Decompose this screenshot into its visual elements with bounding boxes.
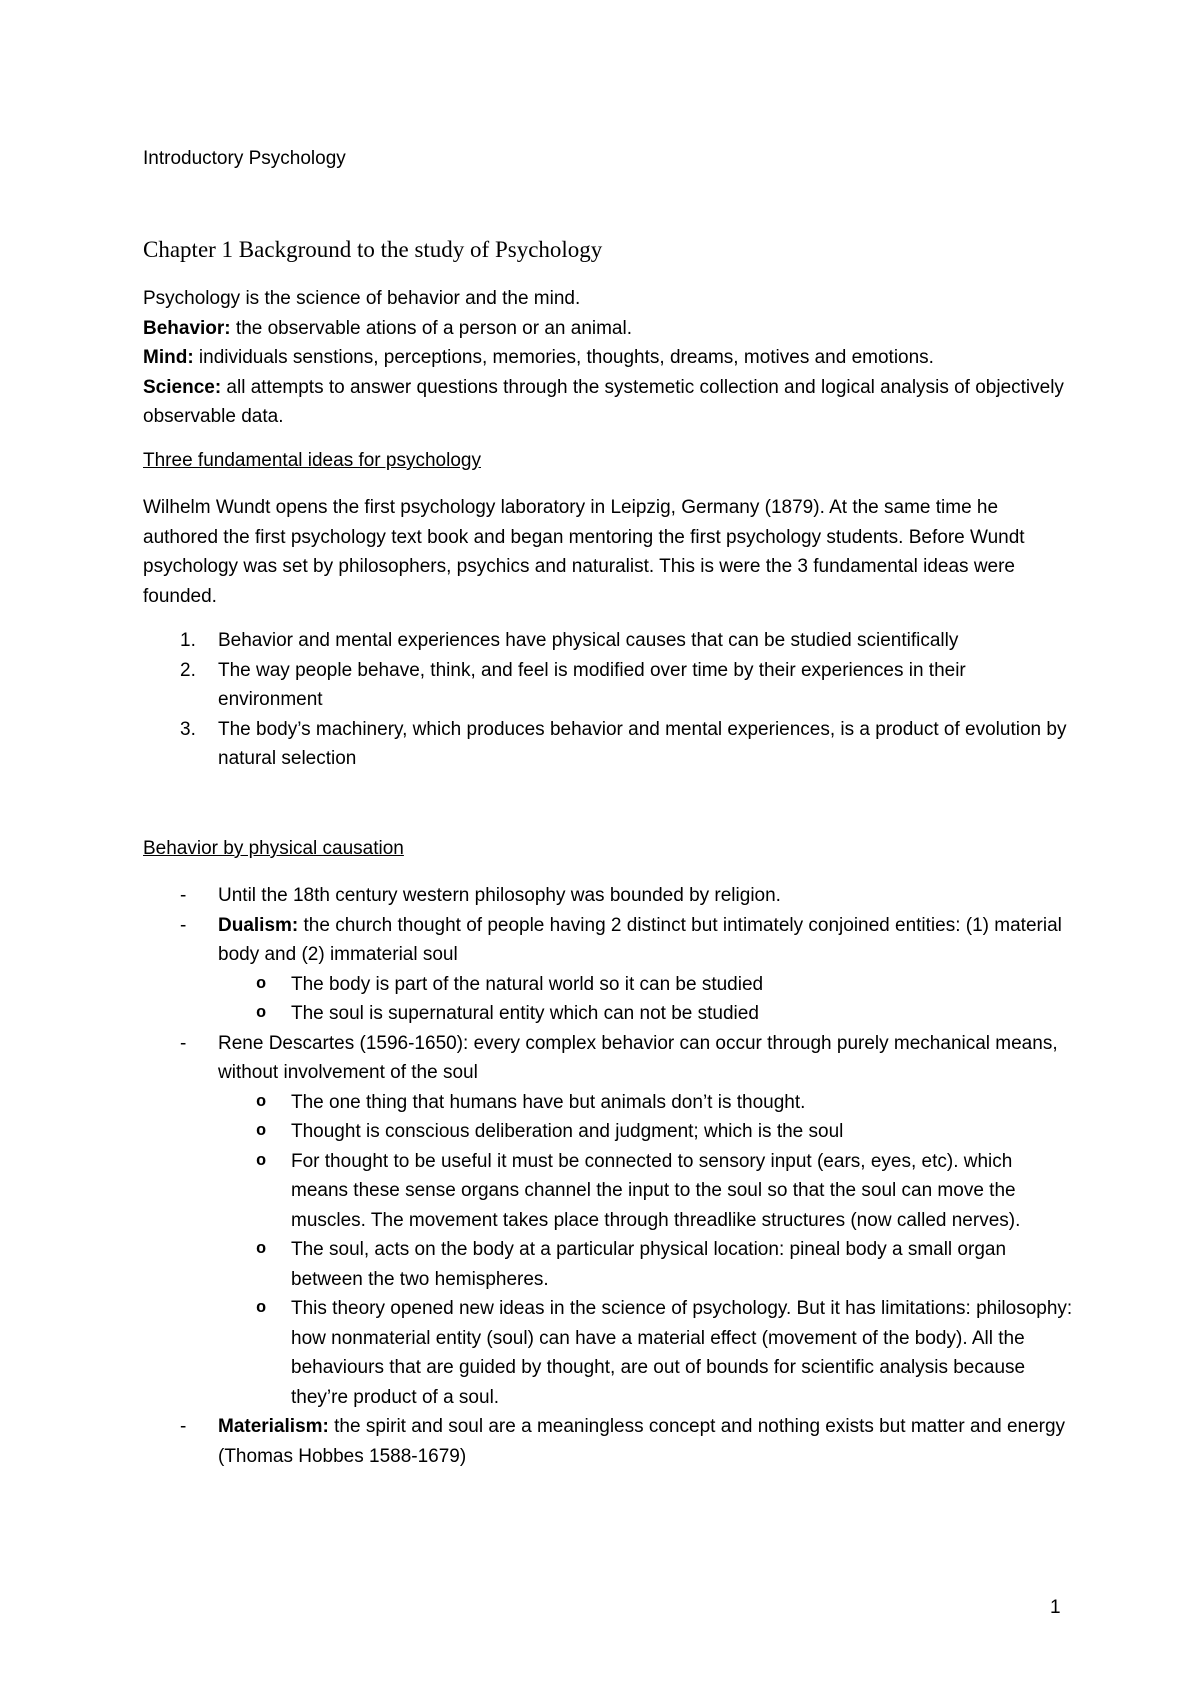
list-number: 1.: [180, 630, 196, 651]
list-item: [143, 911, 1073, 1029]
sub-list-item-text: This theory opened new ideas in the science of psychology. But it has limitations: philosophy: how nonmaterial entity (soul) can have a material effect (movement of the body). All the behaviours that are guided by thought, are out of bounds for scientific analysis because they’re product of a soul.: [291, 1298, 1073, 1408]
page-number: 1: [1050, 1597, 1061, 1618]
list-item-text: Until the 18th century western philosophy was bounded by religion.: [218, 885, 781, 906]
fundamental-ideas-list: [143, 626, 1073, 774]
science-text: all attempts to answer questions through the systemetic collection and logical analysis of objectively observable data.: [143, 376, 1064, 427]
sub-list-item-text: The one thing that humans have but animals don’t is thought.: [291, 1091, 806, 1113]
mind-definition: [143, 343, 1073, 373]
materialism-term: Materialism:: [218, 1416, 329, 1437]
behavior-definition: [143, 314, 1073, 344]
wundt-paragraph: Wilhelm Wundt opens the first psychology laboratory in Leipzig, Germany (1879). At the same time he authored the first psychology text book and began mentoring the first psychology students. Before Wundt psychology was set by philosophers, psychics and naturalist. This is were the 3 fundamental ideas were founded.: [143, 497, 1025, 607]
bullet-marker: o: [256, 1299, 267, 1318]
sub-list-item-text: The soul, acts on the body at a particular physical location: pineal body a small organ between the two hemispheres.: [291, 1239, 1007, 1290]
sub-list-item: [218, 1294, 1073, 1412]
bullet-marker: o: [256, 974, 267, 994]
physical-causation-list: [143, 881, 1073, 1471]
mind-text: individuals senstions, perceptions, memories, thoughts, dreams, motives and emotions.: [193, 347, 934, 368]
list-number: 2.: [180, 659, 196, 681]
bullet-marker: o: [256, 1004, 267, 1023]
sub-list-item-text: The soul is supernatural entity which can not be studied: [291, 1003, 759, 1024]
definitions: [143, 284, 1073, 432]
sub-list-item: [218, 970, 1073, 1000]
intro-sentence: Psychology is the science of behavior and the mind.: [143, 288, 581, 309]
sub-list-item: [218, 1147, 1073, 1236]
dualism-text: the church thought of people having 2 distinct but intimately conjoined entities: (1) material body and (2) immaterial soul: [218, 914, 1062, 965]
list-item: [143, 626, 1073, 656]
bullet-marker: o: [256, 1092, 267, 1112]
behavior-text: the observable ations of a person or an animal.: [230, 317, 632, 339]
behavior-term: Behavior:: [143, 317, 231, 339]
descartes-sublist: [218, 1088, 1073, 1413]
bullet-marker: o: [256, 1122, 267, 1141]
sub-list-item: [218, 999, 1073, 1029]
course-title: Introductory Psychology: [143, 148, 346, 169]
dualism-sublist: [218, 970, 1073, 1029]
sub-list-item-text: Thought is conscious deliberation and judgment; which is the soul: [291, 1121, 844, 1142]
bullet-marker: o: [256, 1151, 267, 1171]
list-item: [143, 881, 1073, 911]
sub-list-item: [218, 1235, 1073, 1294]
dash-marker: -: [180, 1416, 187, 1437]
list-item: [143, 1029, 1073, 1413]
list-item-text: The body’s machinery, which produces behavior and mental experiences, is a product of evolution by natural selection: [218, 718, 1067, 769]
dash-marker: -: [180, 885, 187, 906]
list-item: [143, 1412, 1073, 1471]
chapter-heading: Chapter 1 Background to the study of Psychology: [143, 237, 603, 262]
section-heading-physical-causation: Behavior by physical causation: [143, 838, 404, 859]
list-item: [143, 656, 1073, 715]
dash-marker: -: [180, 1032, 187, 1054]
section-heading-fundamental-ideas: Three fundamental ideas for psychology: [143, 450, 481, 471]
list-item-text: Behavior and mental experiences have physical causes that can be studied scientifically: [218, 630, 959, 651]
mind-term: Mind:: [143, 347, 194, 368]
list-item-text: Rene Descartes (1596-1650): every complex behavior can occur through purely mechanical means, without involvement of the soul: [218, 1032, 1058, 1083]
list-item-text: The way people behave, think, and feel is modified over time by their experiences in their environment: [218, 659, 966, 710]
science-definition: [143, 373, 1073, 432]
list-item: [143, 715, 1073, 774]
dash-marker: -: [180, 914, 187, 936]
sub-list-item: [218, 1088, 1073, 1118]
science-term: Science:: [143, 376, 222, 398]
sub-list-item-text: The body is part of the natural world so it can be studied: [291, 973, 764, 995]
list-number: 3.: [180, 718, 196, 740]
bullet-marker: o: [256, 1240, 267, 1259]
sub-list-item: [218, 1117, 1073, 1147]
sub-list-item-text: For thought to be useful it must be connected to sensory input (ears, eyes, etc). which means these sense organs channel the input to the soul so that the soul can move the muscles. The movement takes place through threadlike structures (now called nerves).: [291, 1150, 1021, 1231]
dualism-term: Dualism:: [218, 914, 299, 936]
materialism-text: the spirit and soul are a meaningless concept and nothing exists but matter and energy (Thomas Hobbes 1588-1679): [218, 1416, 1066, 1467]
